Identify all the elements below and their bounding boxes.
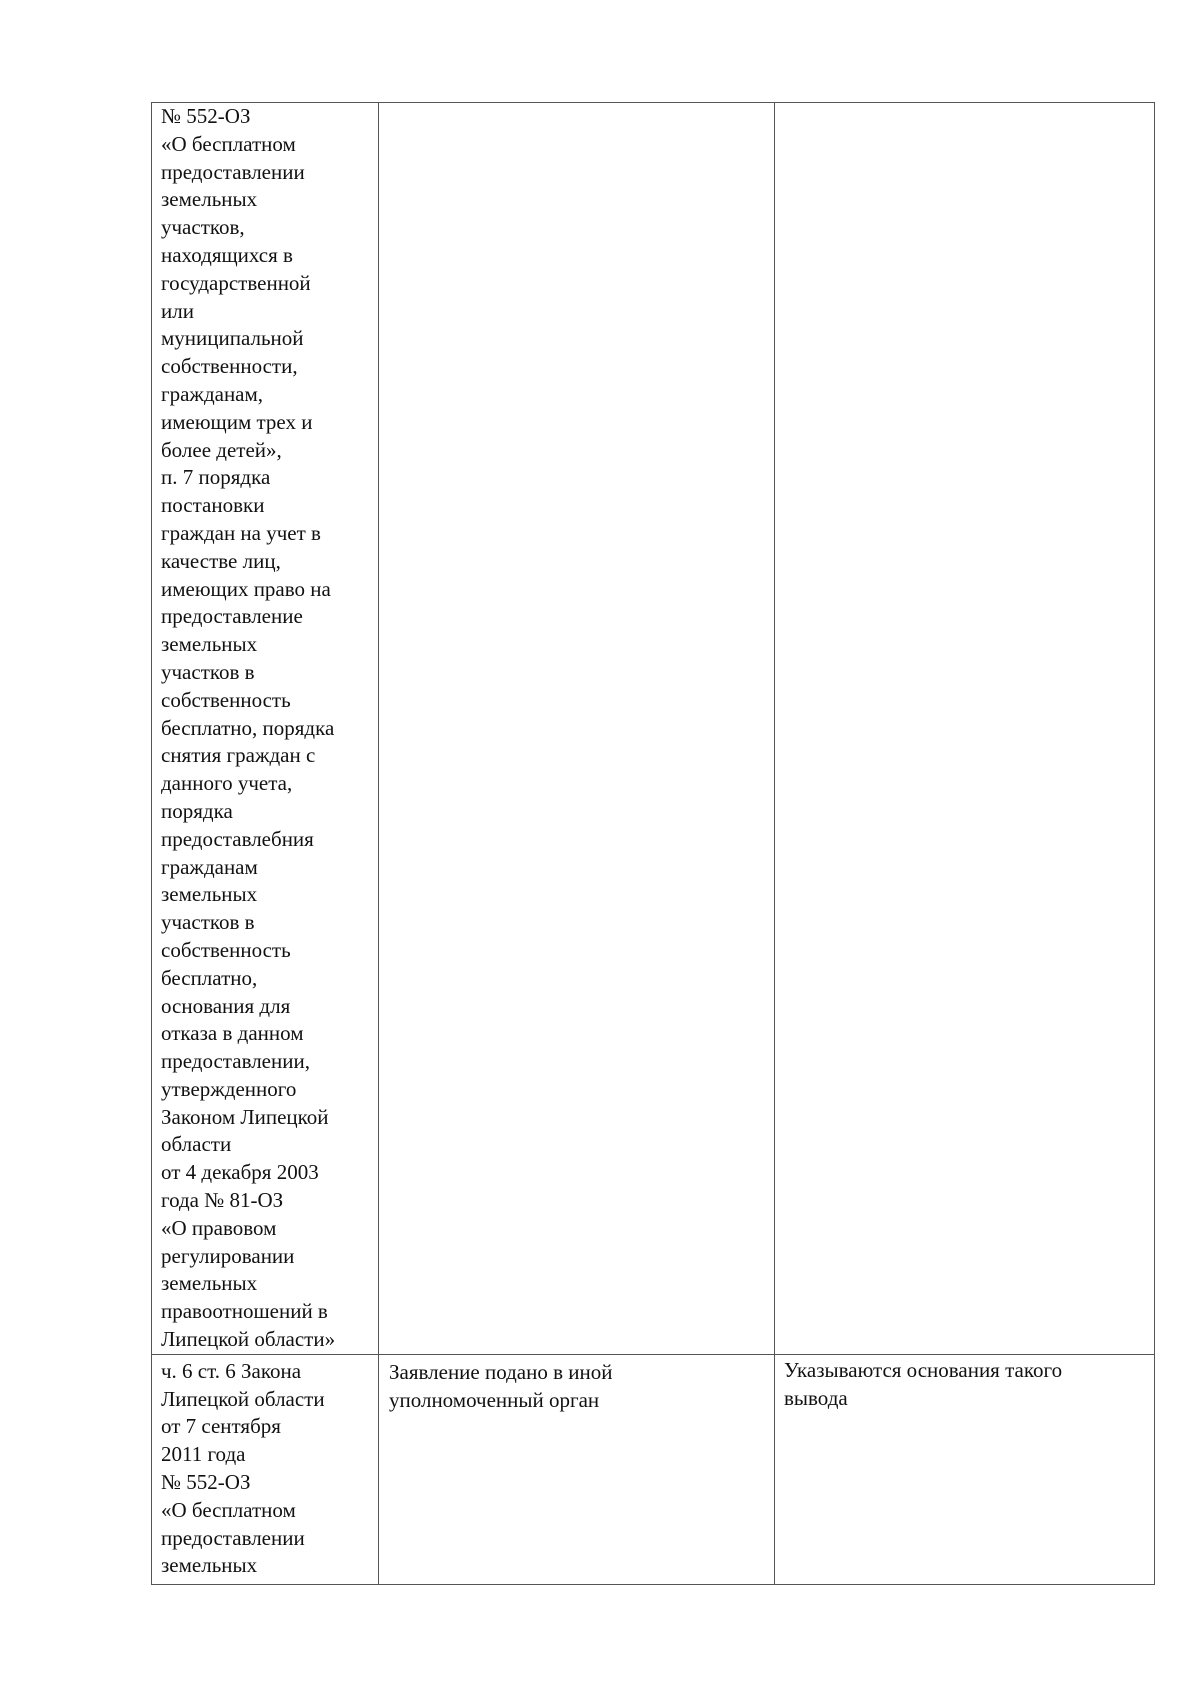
text-line: участков, bbox=[161, 215, 245, 240]
text-line: Заявление подано в иной bbox=[389, 1359, 613, 1384]
text-line: уполномоченный орган bbox=[389, 1387, 600, 1412]
text-line: «О бесплатном bbox=[161, 131, 296, 156]
text-line: земельных bbox=[161, 187, 258, 212]
text-line: участков в bbox=[161, 659, 255, 684]
text-line: ч. 6 ст. 6 Закона bbox=[161, 1358, 302, 1383]
text-line: Липецкой области» bbox=[161, 1327, 336, 1352]
text-line: вывода bbox=[784, 1385, 848, 1410]
text-line: постановки bbox=[161, 493, 265, 518]
text-line: государственной bbox=[161, 270, 311, 295]
text-line: отказа в данном bbox=[161, 1021, 304, 1046]
text-line: порядка bbox=[161, 798, 233, 823]
text-line: имеющим трех и bbox=[161, 409, 313, 434]
text-line: предоставлении bbox=[161, 159, 305, 184]
text-line: или bbox=[161, 298, 194, 323]
text-line: собственность bbox=[161, 687, 291, 712]
text-line: № 552-ОЗ bbox=[161, 1470, 251, 1495]
legal-basis-text bbox=[161, 1358, 378, 1580]
text-line: собственности, bbox=[161, 354, 298, 379]
text-line: № 552-ОЗ bbox=[161, 104, 251, 128]
text-line: земельных bbox=[161, 1271, 258, 1296]
text-line: Законом Липецкой bbox=[161, 1104, 329, 1129]
table-row bbox=[152, 1354, 1155, 1584]
text-line: Указываются основания такого bbox=[784, 1357, 1063, 1382]
explanation-cell bbox=[775, 1354, 1155, 1584]
text-line: собственность bbox=[161, 937, 291, 962]
text-line: гражданам, bbox=[161, 381, 264, 406]
legal-basis-text bbox=[161, 103, 378, 1354]
text-line: области bbox=[161, 1132, 232, 1157]
text-line: качестве лиц, bbox=[161, 548, 281, 573]
text-line: от 7 сентября bbox=[161, 1414, 281, 1439]
text-line: муниципальной bbox=[161, 326, 304, 351]
text-line: Липецкой области bbox=[161, 1386, 325, 1411]
text-line: бесплатно, bbox=[161, 965, 258, 990]
text-line: земельных bbox=[161, 1553, 258, 1578]
text-line: земельных bbox=[161, 632, 258, 657]
text-line: «О правовом bbox=[161, 1215, 277, 1240]
text-line: от 4 декабря 2003 bbox=[161, 1160, 319, 1185]
text-line: снятия граждан с bbox=[161, 743, 316, 768]
text-line: более детей», bbox=[161, 437, 282, 462]
text-line: правоотношений в bbox=[161, 1299, 328, 1324]
text-line: 2011 года bbox=[161, 1442, 246, 1467]
text-line: предоставлении, bbox=[161, 1049, 310, 1074]
text-line: имеющих право на bbox=[161, 576, 331, 601]
legal-basis-cell bbox=[152, 1354, 379, 1584]
explanation-text bbox=[784, 1357, 1154, 1413]
text-line: регулировании bbox=[161, 1243, 295, 1268]
text-line: граждан на учет в bbox=[161, 520, 321, 545]
text-line: гражданам bbox=[161, 854, 258, 879]
refusal-ground-text bbox=[389, 1359, 774, 1415]
grounds-table bbox=[151, 102, 1155, 1585]
text-line: участков в bbox=[161, 910, 255, 935]
explanation-cell bbox=[775, 103, 1155, 1355]
text-line: предоставление bbox=[161, 604, 303, 629]
text-line: «О бесплатном bbox=[161, 1497, 296, 1522]
text-line: находящихся в bbox=[161, 242, 293, 267]
text-line: бесплатно, порядка bbox=[161, 715, 335, 740]
text-line: года № 81-ОЗ bbox=[161, 1188, 284, 1213]
refusal-ground-cell bbox=[379, 1354, 775, 1584]
text-line: предоставлебния bbox=[161, 826, 314, 851]
refusal-ground-cell bbox=[379, 103, 775, 1355]
text-line: утвержденного bbox=[161, 1076, 297, 1101]
text-line: земельных bbox=[161, 882, 258, 907]
text-line: предоставлении bbox=[161, 1525, 305, 1550]
legal-basis-cell bbox=[152, 103, 379, 1355]
table-row bbox=[152, 103, 1155, 1355]
text-line: данного учета, bbox=[161, 771, 293, 796]
text-line: основания для bbox=[161, 993, 291, 1018]
text-line: п. 7 порядка bbox=[161, 465, 271, 490]
